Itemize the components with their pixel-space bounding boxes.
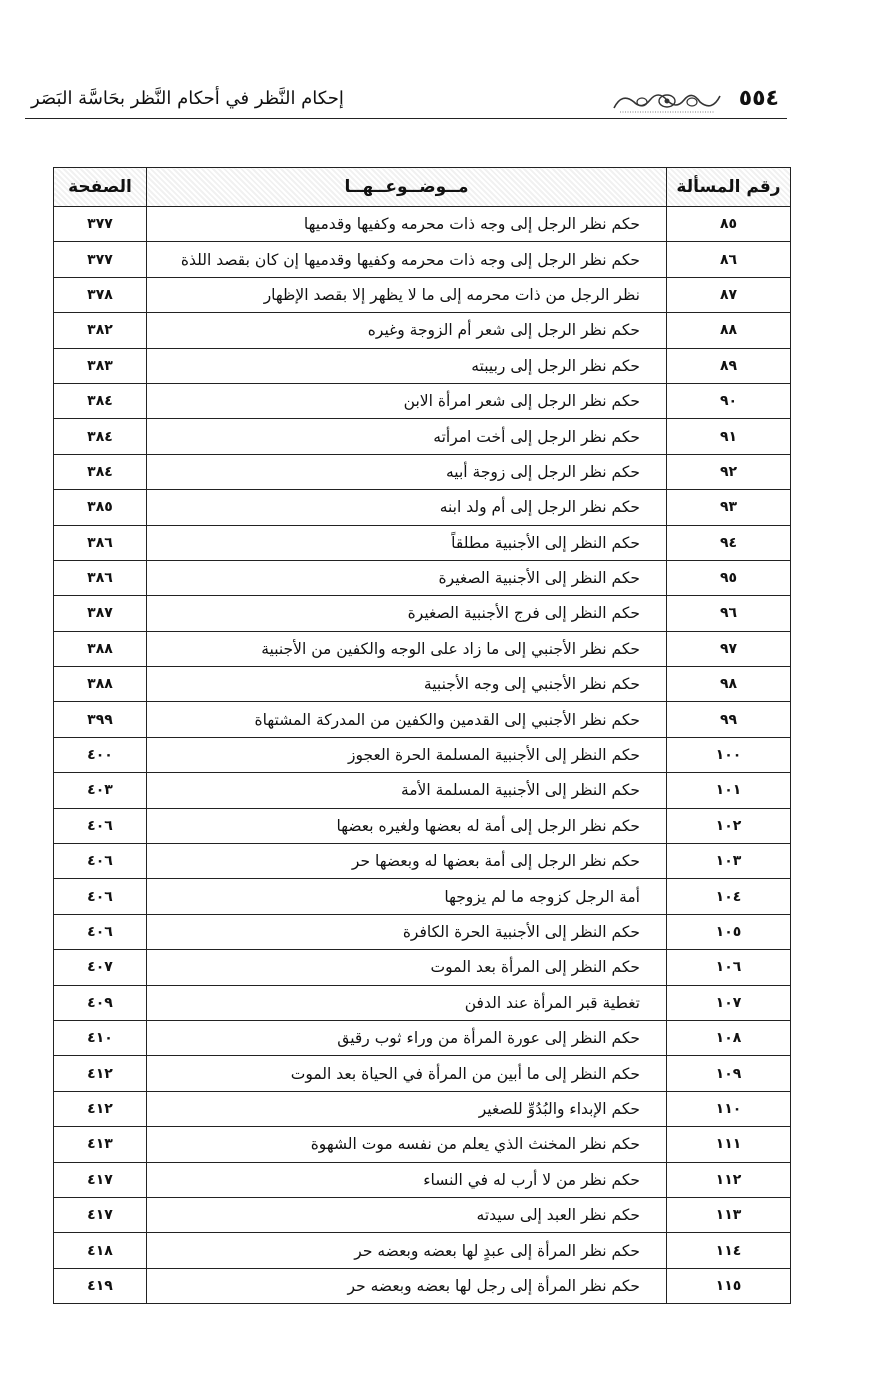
row-page: ٤٠٦ xyxy=(54,844,147,879)
column-header-page: الصفحة xyxy=(54,168,147,207)
row-number: ٩٥ xyxy=(667,560,791,595)
row-topic: حكم النظر إلى فرج الأجنبية الصغيرة xyxy=(147,596,667,631)
row-number: ٩٢ xyxy=(667,454,791,489)
row-number: ٩٧ xyxy=(667,631,791,666)
row-number: ٨٥ xyxy=(667,207,791,242)
row-page: ٤١٨ xyxy=(54,1233,147,1268)
table-row xyxy=(54,277,791,312)
table-row xyxy=(54,383,791,418)
table-row xyxy=(54,667,791,702)
row-page: ٣٨٦ xyxy=(54,560,147,595)
row-topic: حكم النظر إلى الأجنبية المسلمة الحرة العجوز xyxy=(147,737,667,772)
table-row xyxy=(54,1197,791,1232)
row-topic: حكم نظر الرجل إلى أخت امرأته xyxy=(147,419,667,454)
row-number: ١١٢ xyxy=(667,1162,791,1197)
column-header-topic: مــوضــوعــهــا xyxy=(147,168,667,207)
row-number: ١٠٢ xyxy=(667,808,791,843)
row-topic: حكم النظر إلى عورة المرأة من وراء ثوب رقيق xyxy=(147,1020,667,1055)
row-number: ١٠٠ xyxy=(667,737,791,772)
row-page: ٤١٠ xyxy=(54,1020,147,1055)
row-number: ١١٠ xyxy=(667,1091,791,1126)
row-topic: حكم النظر إلى ما أبين من المرأة في الحياة بعد الموت xyxy=(147,1056,667,1091)
table-row xyxy=(54,737,791,772)
row-page: ٤١٢ xyxy=(54,1056,147,1091)
row-page: ٣٨٢ xyxy=(54,313,147,348)
table-row xyxy=(54,348,791,383)
row-page: ٤٠٩ xyxy=(54,985,147,1020)
row-number: ٩٤ xyxy=(667,525,791,560)
row-topic: حكم نظر الرجل إلى أمة بعضها له وبعضها حر xyxy=(147,844,667,879)
row-number: ١٠٦ xyxy=(667,950,791,985)
row-topic: تغطية قبر المرأة عند الدفن xyxy=(147,985,667,1020)
row-page: ٣٧٨ xyxy=(54,277,147,312)
row-page: ٣٨٤ xyxy=(54,383,147,418)
row-page: ٤٠٦ xyxy=(54,808,147,843)
row-number: ١١٤ xyxy=(667,1233,791,1268)
row-page: ٤٠٦ xyxy=(54,914,147,949)
table-row xyxy=(54,1127,791,1162)
table-row xyxy=(54,1091,791,1126)
row-page: ٣٨٤ xyxy=(54,419,147,454)
table-row xyxy=(54,490,791,525)
table-row xyxy=(54,950,791,985)
row-number: ٩٦ xyxy=(667,596,791,631)
row-number: ١٠٧ xyxy=(667,985,791,1020)
row-number: ١١٣ xyxy=(667,1197,791,1232)
row-number: ١٠٩ xyxy=(667,1056,791,1091)
row-topic: حكم نظر الرجل إلى زوجة أبيه xyxy=(147,454,667,489)
row-number: ٩٣ xyxy=(667,490,791,525)
row-page: ٣٨٥ xyxy=(54,490,147,525)
row-topic: حكم نظر العبد إلى سيدته xyxy=(147,1197,667,1232)
column-header-number: رقم المسألة xyxy=(667,168,791,207)
row-topic: حكم الإبداء والبُدُوِّ للصغير xyxy=(147,1091,667,1126)
table-row xyxy=(54,1056,791,1091)
row-number: ١٠١ xyxy=(667,773,791,808)
row-number: ١١١ xyxy=(667,1127,791,1162)
row-topic: حكم النظر إلى المرأة بعد الموت xyxy=(147,950,667,985)
row-topic: نظر الرجل من ذات محرمه إلى ما لا يظهر إلا بقصد الإظهار xyxy=(147,277,667,312)
table-row xyxy=(54,879,791,914)
row-number: ٩٩ xyxy=(667,702,791,737)
row-page: ٤١٩ xyxy=(54,1268,147,1303)
row-page: ٣٨٦ xyxy=(54,525,147,560)
row-page: ٣٧٧ xyxy=(54,207,147,242)
row-page: ٣٩٩ xyxy=(54,702,147,737)
row-page: ٣٨٨ xyxy=(54,667,147,702)
row-topic: حكم نظر المرأة إلى عبدٍ لها بعضه وبعضه حر xyxy=(147,1233,667,1268)
row-topic: حكم نظر الأجنبي إلى القدمين والكفين من المدركة المشتهاة xyxy=(147,702,667,737)
row-page: ٤١٧ xyxy=(54,1162,147,1197)
row-number: ٩١ xyxy=(667,419,791,454)
row-number: ٨٧ xyxy=(667,277,791,312)
table-row xyxy=(54,454,791,489)
table-row xyxy=(54,844,791,879)
row-page: ٤١٣ xyxy=(54,1127,147,1162)
row-page: ٤٠٣ xyxy=(54,773,147,808)
row-number: ١٠٤ xyxy=(667,879,791,914)
row-topic: حكم نظر الرجل إلى ربيبته xyxy=(147,348,667,383)
row-number: ٩٨ xyxy=(667,667,791,702)
row-number: ١٠٣ xyxy=(667,844,791,879)
table-row xyxy=(54,560,791,595)
table-row xyxy=(54,773,791,808)
row-topic: حكم نظر الرجل إلى أم ولد ابنه xyxy=(147,490,667,525)
table-row xyxy=(54,702,791,737)
table-row xyxy=(54,419,791,454)
table-row xyxy=(54,207,791,242)
book-title: إحكام النَّظر في أحكام النَّظر بحَاسَّة البَصَر xyxy=(31,88,344,109)
index-table xyxy=(53,167,791,1304)
table-row xyxy=(54,1162,791,1197)
row-page: ٣٧٧ xyxy=(54,242,147,277)
row-page: ٤٠٧ xyxy=(54,950,147,985)
table-row xyxy=(54,1233,791,1268)
table-row xyxy=(54,914,791,949)
row-page: ٤١٧ xyxy=(54,1197,147,1232)
row-page: ٣٨٣ xyxy=(54,348,147,383)
row-number: ١٠٥ xyxy=(667,914,791,949)
table-row xyxy=(54,631,791,666)
page-number: ٥٥٤ xyxy=(738,86,779,111)
row-topic: حكم نظر الرجل إلى أمة له بعضها ولغيره بعضها xyxy=(147,808,667,843)
row-number: ١١٥ xyxy=(667,1268,791,1303)
table-row xyxy=(54,808,791,843)
row-page: ٣٨٤ xyxy=(54,454,147,489)
table-header-row xyxy=(54,168,791,207)
row-topic: حكم نظر الرجل إلى شعر امرأة الابن xyxy=(147,383,667,418)
table-row xyxy=(54,1020,791,1055)
row-topic: حكم نظر المرأة إلى رجل لها بعضه وبعضه حر xyxy=(147,1268,667,1303)
row-topic: حكم النظر إلى الأجنبية مطلقاً xyxy=(147,525,667,560)
table-row xyxy=(54,313,791,348)
row-page: ٤١٢ xyxy=(54,1091,147,1126)
row-topic: حكم نظر الرجل إلى شعر أم الزوجة وغيره xyxy=(147,313,667,348)
table-row xyxy=(54,1268,791,1303)
row-topic: حكم نظر الرجل إلى وجه ذات محرمه وكفيها وقدميها إن كان بقصد اللذة xyxy=(147,242,667,277)
ornament-icon xyxy=(612,88,722,114)
row-topic: حكم النظر إلى الأجنبية الحرة الكافرة xyxy=(147,914,667,949)
row-topic: حكم نظر من لا أرب له في النساء xyxy=(147,1162,667,1197)
row-topic: حكم نظر المخنث الذي يعلم من نفسه موت الشهوة xyxy=(147,1127,667,1162)
table-row xyxy=(54,525,791,560)
row-topic: حكم النظر إلى الأجنبية الصغيرة xyxy=(147,560,667,595)
row-number: ١٠٨ xyxy=(667,1020,791,1055)
row-page: ٤٠٠ xyxy=(54,737,147,772)
row-number: ٨٨ xyxy=(667,313,791,348)
row-topic: حكم نظر الأجنبي إلى وجه الأجنبية xyxy=(147,667,667,702)
table-row xyxy=(54,596,791,631)
row-number: ٨٦ xyxy=(667,242,791,277)
row-topic: حكم النظر إلى الأجنبية المسلمة الأمة xyxy=(147,773,667,808)
row-number: ٩٠ xyxy=(667,383,791,418)
row-number: ٨٩ xyxy=(667,348,791,383)
page-header xyxy=(25,78,787,119)
row-page: ٣٨٧ xyxy=(54,596,147,631)
row-topic: أمة الرجل كزوجه ما لم يزوجها xyxy=(147,879,667,914)
row-topic: حكم نظر الرجل إلى وجه ذات محرمه وكفيها وقدميها xyxy=(147,207,667,242)
table-row xyxy=(54,985,791,1020)
row-page: ٣٨٨ xyxy=(54,631,147,666)
row-topic: حكم نظر الأجنبي إلى ما زاد على الوجه والكفين من الأجنبية xyxy=(147,631,667,666)
row-page: ٤٠٦ xyxy=(54,879,147,914)
table-row xyxy=(54,242,791,277)
